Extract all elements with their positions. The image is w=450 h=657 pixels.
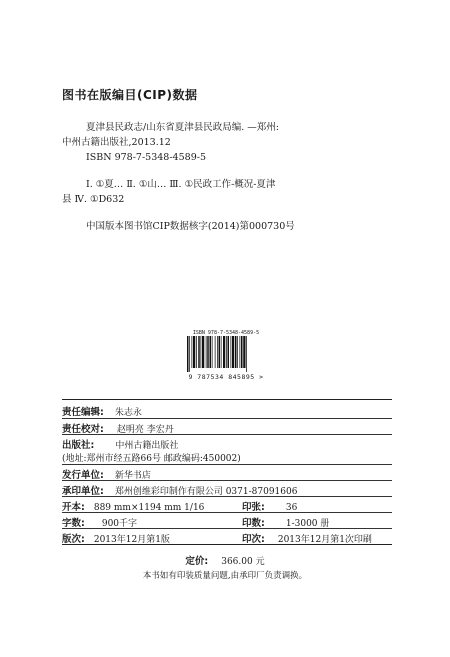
isbn-barcode <box>185 330 267 382</box>
rule <box>62 528 392 529</box>
cip-isbn-line: ISBN 978-7-5348-4589-5 <box>86 152 206 163</box>
proofreader-value: 赵明亮 李宏丹 <box>116 425 174 435</box>
rule <box>62 480 392 481</box>
price-label: 定价: <box>185 556 209 567</box>
cip-title: 图书在版编目(CIP)数据 <box>62 88 198 102</box>
words-row <box>62 515 392 529</box>
edition-row <box>62 531 392 545</box>
print-quantity-value: 1-3000 册 <box>285 519 330 529</box>
distributor-value: 新华书店 <box>114 471 151 481</box>
price-row <box>0 553 450 567</box>
sheets-value: 36 <box>285 503 298 513</box>
cip-subject-line: Ⅰ. ①夏… Ⅱ. ①山… Ⅲ. ①民政工作-概况-夏津 <box>86 179 276 190</box>
print-quantity-label: 印数: <box>242 518 265 529</box>
publisher-address-row <box>62 451 241 464</box>
printer-label: 承印单位: <box>62 486 104 497</box>
editor-value: 朱志永 <box>114 408 142 418</box>
edition-value: 2013年12月第1版 <box>93 535 170 545</box>
price-value: 366.00 元 <box>221 557 265 567</box>
barcode-isbn-text: ISBN 978-7-5348-4589-5 <box>192 330 260 336</box>
edition-label: 版次: <box>62 534 85 545</box>
cip-approval-number: 中国版本图书馆CIP数据核字(2014)第000730号 <box>86 221 295 232</box>
printer-row <box>62 483 297 497</box>
printing-value: 2013年12月第1次印刷 <box>277 535 372 545</box>
publisher-value: 中州古籍出版社 <box>115 441 179 451</box>
rule <box>62 434 392 435</box>
proofreader-label: 责任校对: <box>62 424 104 435</box>
rule <box>62 512 392 513</box>
rule <box>62 496 392 497</box>
imprint-bottom-rule <box>62 544 392 545</box>
cip-publisher-line: 中州古籍出版社,2013.12 <box>62 137 171 148</box>
cip-classification-line: 县 Ⅳ. ①D632 <box>62 194 125 205</box>
rule <box>62 464 392 465</box>
barcode-bars <box>185 336 267 372</box>
publisher-row <box>62 437 178 451</box>
distributor-label: 发行单位: <box>62 470 104 481</box>
distributor-row <box>62 467 151 481</box>
format-row <box>62 499 392 513</box>
quality-notice: 本书如有印装质量问题,由承印厂负责调换。 <box>142 571 308 581</box>
barcode-digits: 9 787534 845895 > <box>188 373 264 381</box>
words-label: 字数: <box>62 518 85 529</box>
publisher-address: (地址:郑州市经五路66号 邮政编码:450002) <box>62 454 241 464</box>
imprint-top-rule <box>62 399 392 400</box>
editor-label: 责任编辑: <box>62 407 104 418</box>
printing-label: 印次: <box>242 534 265 545</box>
editor-row <box>62 404 142 418</box>
format-label: 开本: <box>62 502 85 513</box>
publisher-label: 出版社: <box>62 440 95 451</box>
words-value: 900千字 <box>101 519 138 529</box>
format-value: 889 mm×1194 mm 1/16 <box>93 503 205 513</box>
cip-title-line: 夏津县民政志/山东省夏津县民政局编. —郑州: <box>86 122 279 133</box>
proofreader-row <box>62 421 174 435</box>
rule <box>62 418 392 419</box>
sheets-label: 印张: <box>242 502 265 513</box>
printer-value: 郑州创维彩印制作有限公司 0371-87091606 <box>114 487 298 497</box>
cip-record <box>62 120 392 234</box>
